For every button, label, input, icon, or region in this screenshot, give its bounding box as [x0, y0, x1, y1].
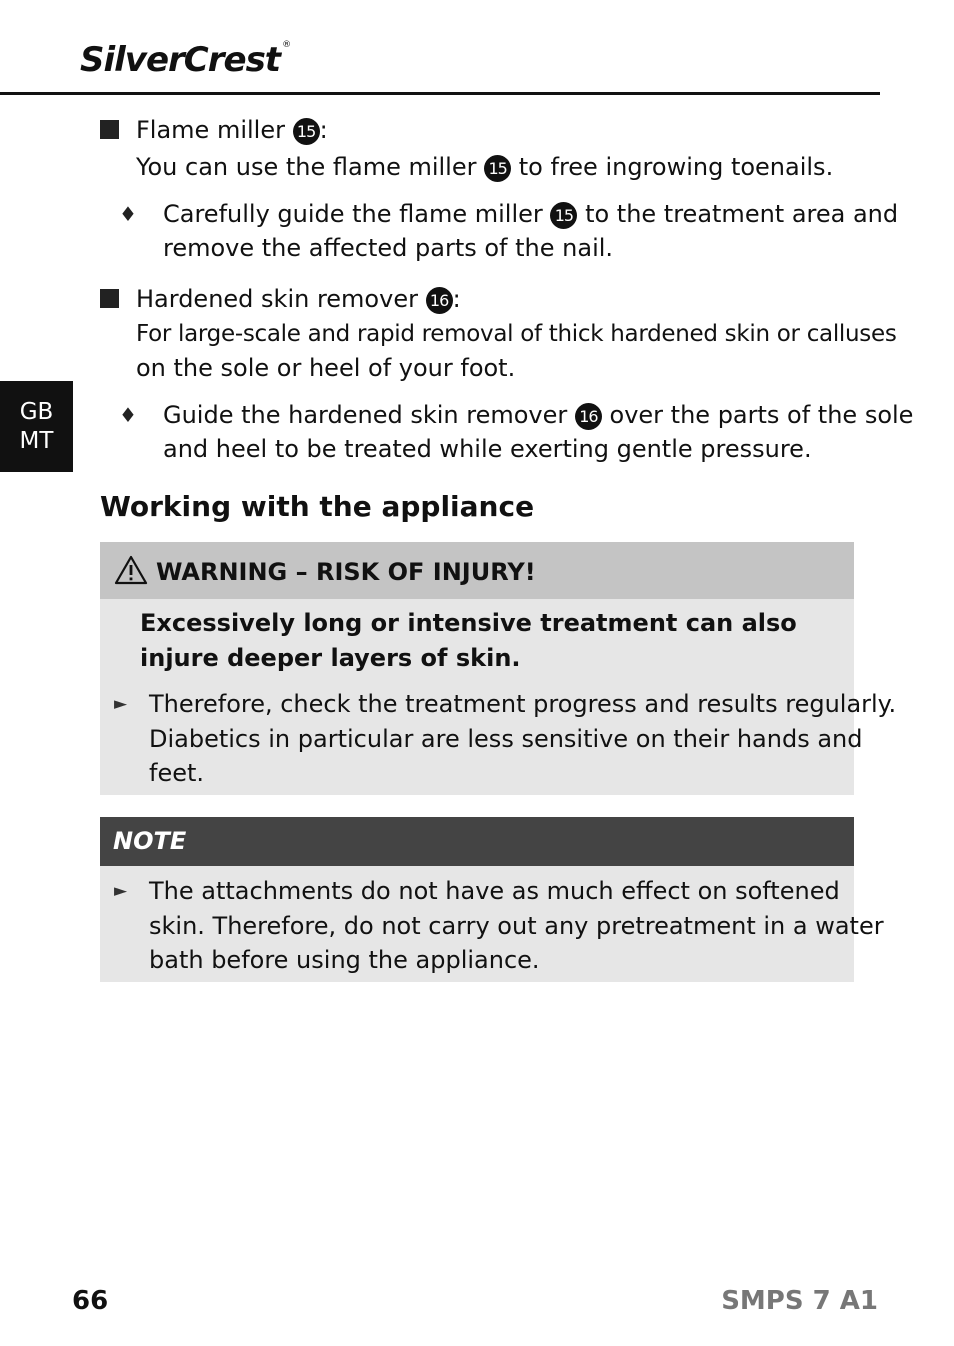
flame-miller-desc-post: to free ingrowing toenails.	[518, 153, 834, 181]
skin-remover-step-line1	[163, 398, 913, 432]
colon: :	[452, 285, 461, 313]
flame-miller-heading	[136, 113, 328, 147]
ref-number-16: 16	[426, 287, 453, 314]
warning-bullet-line2: Diabetics in particular are less sensitive on their hands and	[149, 724, 863, 753]
skin-remover-step-line2: and heel to be treated while exerting gentle pressure.	[163, 435, 812, 463]
model-number: SMPS 7 A1	[721, 1286, 878, 1316]
warning-box	[100, 542, 897, 795]
square-bullet-icon	[100, 120, 119, 139]
flame-miller-step-pre: Carefully guide the flame miller	[163, 200, 543, 228]
warning-bold-line2: injure deeper layers of skin.	[140, 644, 521, 672]
warning-title: WARNING – RISK OF INJURY!	[156, 558, 536, 586]
note-bullet-line3: bath before using the appliance.	[149, 946, 540, 974]
flame-miller-description	[136, 150, 833, 184]
skin-remover-step-pre: Guide the hardened skin remover	[163, 401, 568, 429]
ref-number-15: 15	[550, 202, 577, 229]
note-bullet-line2: skin. Therefore, do not carry out any pretreatment in a water	[149, 911, 884, 940]
note-bullet-line1: The attachments do not have as much effect on softened	[149, 877, 840, 905]
language-code-mt: MT	[19, 427, 54, 454]
flame-miller-label: Flame miller	[136, 116, 285, 144]
note-header	[100, 817, 854, 866]
note-bullet-text	[149, 874, 884, 978]
diamond-bullet-icon: ♦	[119, 202, 137, 226]
section-title: Working with the appliance	[100, 490, 535, 523]
diamond-bullet-icon: ♦	[119, 403, 137, 427]
language-code-gb: GB	[19, 398, 54, 425]
flame-miller-step-line2: remove the affected parts of the nail.	[163, 234, 614, 262]
flame-miller-desc-pre: You can use the flame miller	[136, 153, 477, 181]
ref-number-16: 16	[575, 403, 602, 430]
page-number: 66	[72, 1286, 109, 1316]
registered-mark: ®	[282, 40, 291, 50]
warning-triangle-icon	[114, 555, 148, 585]
ref-number-15: 15	[484, 155, 511, 182]
warning-bold-text	[140, 606, 797, 676]
note-box	[100, 817, 884, 982]
brand-name: SilverCrest	[80, 40, 281, 80]
warning-bullet-text	[149, 687, 896, 791]
arrow-bullet-icon: ►	[114, 881, 128, 901]
ref-number-15: 15	[293, 118, 320, 145]
skin-remover-label: Hardened skin remover	[136, 285, 418, 313]
square-bullet-icon	[100, 289, 119, 308]
warning-bullet-line3: feet.	[149, 759, 205, 787]
brand-logo	[80, 40, 290, 80]
skin-remover-step-post: over the parts of the sole	[609, 401, 914, 429]
header-rule	[0, 92, 880, 95]
language-tab	[0, 381, 73, 472]
skin-remover-desc-line2: on the sole or heel of your foot.	[136, 354, 516, 382]
warning-bullet-line1: Therefore, check the treatment progress and results regularly.	[149, 690, 897, 718]
colon: :	[319, 116, 328, 144]
skin-remover-desc-line1: For large-scale and rapid removal of thick hardened skin or calluses	[136, 321, 897, 347]
flame-miller-step-line1	[163, 197, 898, 231]
flame-miller-step-post: to the treatment area and	[585, 200, 899, 228]
note-title: NOTE	[113, 827, 187, 855]
warning-bold-line1: Excessively long or intensive treatment can also	[140, 609, 797, 637]
skin-remover-heading	[136, 282, 461, 316]
arrow-bullet-icon: ►	[114, 694, 128, 714]
warning-header	[100, 542, 854, 599]
